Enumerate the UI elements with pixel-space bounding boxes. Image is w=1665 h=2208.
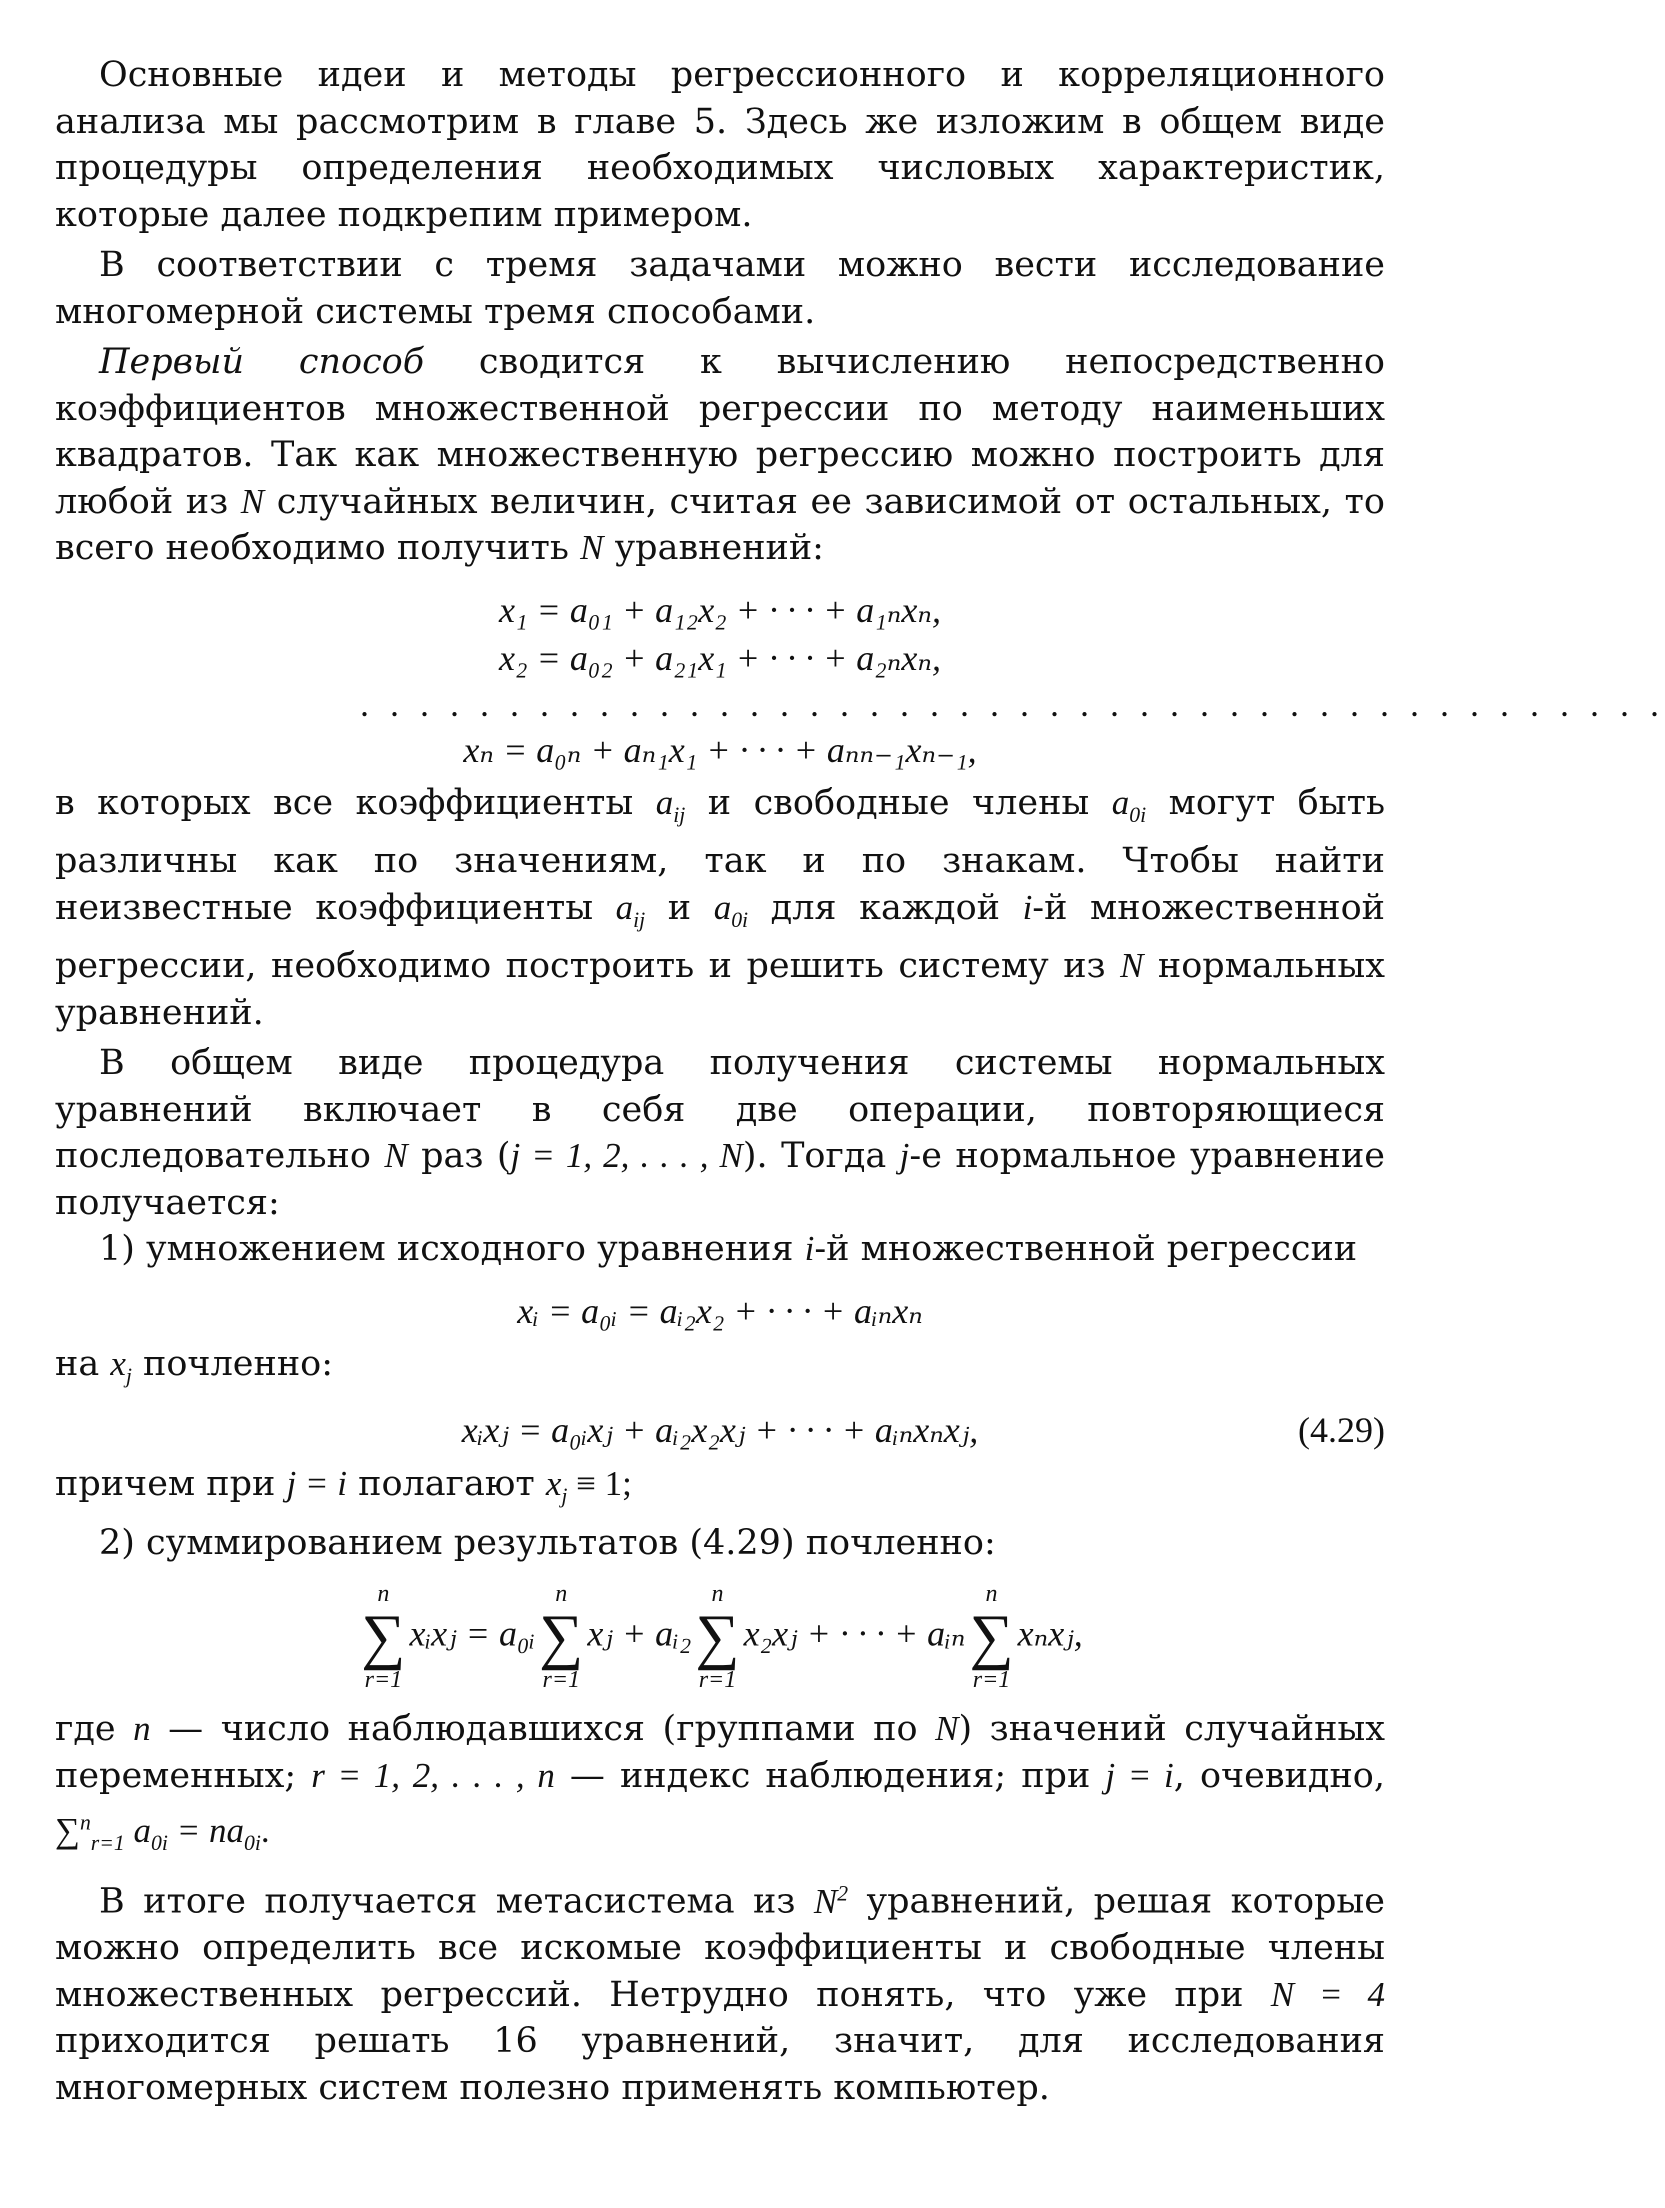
text-span: В итоге получается метасистема из: [99, 1881, 814, 1922]
paragraph-where: [55, 1706, 1385, 1866]
regression-system: [55, 586, 1665, 774]
sum-term-4: xₙxⱼ,: [1017, 1613, 1083, 1654]
paragraph-step-1: [55, 1226, 1385, 1273]
text-span: -й множественной регрессии, необходимо построить и решить систему из: [55, 887, 1385, 986]
xj-equiv-one: $x_j \equiv 1$;: [545, 1464, 632, 1508]
sum-symbol: n ∑ r=1: [361, 1581, 406, 1693]
symbol-N-squared: $N^2$: [813, 1881, 849, 1921]
symbol-N: N: [580, 528, 604, 567]
symbol-N: N: [384, 1136, 408, 1175]
paragraph-condition: [55, 1461, 1385, 1520]
N-eq-4: N = 4: [1270, 1974, 1385, 2014]
symbol-N: N: [1120, 946, 1144, 985]
first-method-text-a: сводится к вычислению непосредственно коэффициентов множественной регрессии по методу наименьших квадратов. Так как множественную регрессию можно построить для любой из: [55, 342, 1385, 522]
symbol-N: N: [935, 1709, 959, 1748]
equation-ellipsis-row: . . . . . . . . . . . . . . . . . . . . . . . . . . . . . . . . . . . . . . . . . . . .: [360, 683, 1665, 724]
symbol-aij: $a_{ij}$: [615, 887, 646, 932]
text-span: причем при: [55, 1464, 287, 1504]
text-span: ). Тогда: [742, 1136, 900, 1176]
text-span: , очевидно,: [1173, 1755, 1385, 1796]
text-span: на: [55, 1343, 111, 1384]
symbol-N: N: [240, 481, 265, 521]
equation-xi: [55, 1287, 1385, 1335]
text-span: -е нормальное уравнение получается:: [55, 1136, 1386, 1223]
document-page: [55, 52, 1665, 2111]
sum-symbol: n ∑ r=1: [969, 1581, 1014, 1693]
sum-symbol: n ∑ r=1: [539, 1581, 584, 1693]
text-span: и: [645, 887, 714, 928]
text-span: — индекс наблюдения; при: [554, 1755, 1106, 1796]
text-span: где: [55, 1709, 134, 1749]
equation-4-29: [55, 1405, 1385, 1455]
symbol-xj: $x_j$: [110, 1343, 132, 1388]
symbol-i: i: [1022, 887, 1033, 927]
summation-equation: [55, 1582, 1385, 1692]
symbol-i: i: [804, 1229, 815, 1268]
sum-term-3: x₂xⱼ + · · · + aᵢₙ: [743, 1613, 966, 1654]
sum-term-2: xⱼ + aᵢ₂: [587, 1613, 692, 1654]
first-method-text-b: случайных величин, считая ее зависимой от остальных, то всего необходимо получить: [55, 481, 1385, 568]
sum-symbol: n ∑ r=1: [695, 1581, 740, 1693]
j-eq-i: j = i: [1105, 1755, 1174, 1795]
symbol-aij: $a_{ij}$: [655, 782, 686, 827]
text-span: -й множественной регрессии: [814, 1229, 1358, 1269]
first-method-text-c: уравнений:: [603, 528, 824, 568]
j-eq-i: j = i: [286, 1464, 348, 1503]
text-span: ) значений случайных переменных;: [55, 1709, 1385, 1796]
paragraph-intro: Основные идеи и методы регрессионного и корреляционного анализа мы рассмотрим в главе 5. Здесь же изложим в общем виде процедуры определения необходимых числовых характеристик, которые далее подкрепим примером.: [55, 55, 1385, 235]
text-span: 1) умножением исходного уравнения: [99, 1229, 805, 1269]
text-span: в которых все коэффициенты: [55, 782, 656, 823]
equation-line-1: x₁ = a₀₁ + a₁₂x₂ + · · · + a₁ₙxₙ,: [499, 589, 941, 630]
text-span: нормальных уравнений.: [55, 946, 1385, 1033]
paragraph-procedure: [55, 1040, 1385, 1226]
symbol-a0i: $a_{0i}$: [1111, 782, 1147, 827]
text-span: для каждой: [748, 887, 1023, 928]
text-span: почленно:: [131, 1343, 334, 1384]
symbol-n: n: [133, 1709, 151, 1748]
paragraph-conclusion: [55, 1870, 1385, 2111]
text-span: и свободные члены: [685, 782, 1112, 823]
sum-term-1: xᵢxⱼ = a₀ᵢ: [409, 1613, 536, 1654]
symbol-a0i: $a_{0i}$: [713, 887, 749, 932]
text-span: В общем виде процедура получения системы нормальных уравнений включает в себя две операции, повторяющиеся последовательно: [55, 1043, 1385, 1176]
j-range: j = 1, 2, . . . , N: [510, 1136, 743, 1175]
inline-sum: ∑$^n_{r=1}$ $a_{0i} = na_{0i}$.: [55, 1810, 270, 1855]
paragraph-coefficients: [55, 780, 1385, 1037]
paragraph-multiply: [55, 1341, 1385, 1400]
equation-number: (4.29): [1298, 1410, 1385, 1450]
equation-4-29-body: xᵢxⱼ = a₀ᵢxⱼ + aᵢ₂x₂xⱼ + · · · + aᵢₙxₙxⱼ,: [461, 1410, 979, 1450]
equation-line-2: x₂ = a₀₂ + a₂₁x₁ + · · · + a₂ₙxₙ,: [499, 637, 941, 678]
paragraph-three-methods: В соответствии с тремя задачами можно вести исследование многомерной системы тремя способами.: [55, 245, 1385, 332]
text-span: полагают: [347, 1464, 546, 1504]
equation-xi-line: xᵢ = a₀ᵢ = aᵢ₂x₂ + · · · + aᵢₙxₙ: [517, 1290, 923, 1331]
text-span: могут быть различны как по значениям, так и по знакам. Чтобы найти неизвестные коэффициенты: [55, 782, 1386, 928]
text-span: — число наблюдавшихся (группами по: [150, 1709, 936, 1749]
equation-line-N: xₙ = a₀ₙ + aₙ₁x₁ + · · · + aₙₙ₋₁xₙ₋₁,: [463, 729, 977, 770]
first-method-term: Первый способ: [99, 342, 425, 382]
symbol-j: j: [899, 1136, 910, 1175]
text-span: приходится решать 16 уравнений, значит, для исследования многомерных систем полезно применять компьютер.: [55, 2021, 1385, 2108]
text-span: раз (: [407, 1136, 511, 1176]
paragraph-step-2: 2) суммированием результатов (4.29) почленно:: [99, 1522, 996, 1563]
text-span: уравнений, решая которые можно определить все искомые коэффициенты и свободные члены множественных регрессий. Нетрудно понять, что уже при: [55, 1881, 1385, 2015]
r-range: r = 1, 2, . . . , n: [311, 1755, 555, 1795]
paragraph-first-method: [55, 339, 1385, 572]
